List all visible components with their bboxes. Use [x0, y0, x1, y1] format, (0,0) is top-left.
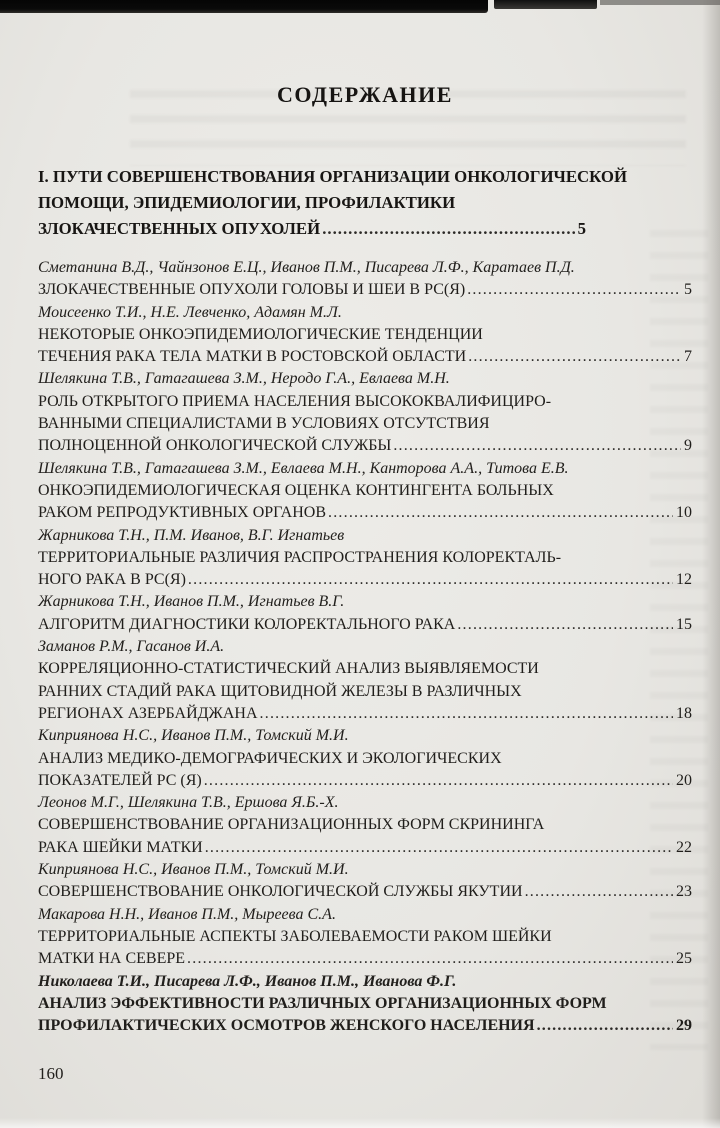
- toc-entry: [38, 792, 692, 859]
- toc-content: [38, 0, 692, 1037]
- entry-title-line: [38, 614, 692, 636]
- section-page-number: 5: [577, 219, 586, 238]
- toc-entry: [38, 904, 692, 971]
- entry-page-number: 9: [684, 437, 692, 455]
- entry-title-line: [38, 703, 692, 725]
- entry-title-line: НЕКОТОРЫЕ ОНКОЭПИДЕМИОЛОГИЧЕСКИЕ ТЕНДЕНЦИИ: [38, 325, 483, 343]
- scan-edge-shadow-right: [702, 0, 720, 1128]
- entry-page-number: 5: [684, 281, 692, 299]
- entry-page-number: 15: [676, 615, 692, 633]
- section-heading: [38, 164, 692, 242]
- entry-title: ЗЛОКАЧЕСТВЕННЫЕ ОПУХОЛИ ГОЛОВЫ И ШЕИ В РС(Я): [38, 281, 466, 299]
- dot-leader: [525, 881, 673, 903]
- dot-leader: [537, 1015, 673, 1037]
- dot-leader: [204, 770, 673, 792]
- entry-page-number: 25: [676, 950, 692, 968]
- entry-title-line: [38, 770, 692, 792]
- entry-title-line: [38, 435, 692, 457]
- scan-edge-highlight-bottom: [0, 1118, 720, 1128]
- entry-title-line: ТЕРРИТОРИАЛЬНЫЕ АСПЕКТЫ ЗАБОЛЕВАЕМОСТИ РАКОМ ШЕЙКИ: [38, 927, 552, 945]
- toc-entries: [38, 257, 692, 1037]
- dot-leader: [467, 279, 681, 301]
- entry-title-line: [38, 837, 692, 859]
- entry-authors: Заманов Р.М., Гасанов И.А.: [38, 638, 225, 656]
- entry-title: СОВЕРШЕНСТВОВАНИЕ ОНКОЛОГИЧЕСКОЙ СЛУЖБЫ ЯКУТИИ: [38, 883, 523, 901]
- dot-leader: [205, 837, 673, 859]
- toc-entry: [38, 525, 692, 592]
- section-heading-line: ПОМОЩИ, ЭПИДЕМИОЛОГИИ, ПРОФИЛАКТИКИ: [38, 193, 456, 212]
- toc-entry: [38, 458, 692, 525]
- dot-leader: [188, 569, 673, 591]
- entry-page-number: 10: [676, 504, 692, 522]
- entry-title: ТЕЧЕНИЯ РАКА ТЕЛА МАТКИ В РОСТОВСКОЙ ОБЛАСТИ: [38, 348, 467, 366]
- entry-title-line: РАННИХ СТАДИЙ РАКА ЩИТОВИДНОЙ ЖЕЛЕЗЫ В РАЗЛИЧНЫХ: [38, 682, 522, 700]
- entry-authors: Макарова Н.Н., Иванов П.М., Мыреева С.А.: [38, 905, 336, 923]
- dot-leader: [328, 502, 673, 524]
- entry-title: РАКА ШЕЙКИ МАТКИ: [38, 838, 203, 856]
- dot-leader: [260, 703, 673, 725]
- entry-title-line: КОРРЕЛЯЦИОННО-СТАТИСТИЧЕСКИЙ АНАЛИЗ ВЫЯВЛЯЕМОСТИ: [38, 660, 539, 678]
- entry-title-line: [38, 948, 692, 970]
- entry-authors: Жарникова Т.Н., Иванов П.М., Игнатьев В.Г.: [38, 593, 345, 611]
- entry-authors: Сметанина В.Д., Чайнзонов Е.Ц., Иванов П.М., Писарева Л.Ф., Каратаев П.Д.: [38, 259, 575, 276]
- entry-title: НОГО РАКА В РС(Я): [38, 571, 186, 589]
- entry-authors: Моисеенко Т.И., Н.Е. Левченко, Адамян М.Л.: [38, 303, 342, 321]
- section-heading-line: I. ПУТИ СОВЕРШЕНСТВОВАНИЯ ОРГАНИЗАЦИИ ОНКОЛОГИЧЕСКОЙ: [38, 167, 627, 186]
- toc-entry: [38, 636, 692, 725]
- page-title: СОДЕРЖАНИЕ: [277, 82, 453, 107]
- dot-leader: [322, 216, 574, 242]
- entry-authors: Киприянова Н.С., Иванов П.М., Томский М.И.: [38, 727, 349, 745]
- toc-entry: [38, 725, 692, 792]
- entry-authors: Жарникова Т.Н., П.М. Иванов, В.Г. Игнатьев: [38, 526, 345, 544]
- entry-page-number: 20: [676, 771, 692, 789]
- entry-title: РАКОМ РЕПРОДУКТИВНЫХ ОРГАНОВ: [38, 504, 327, 522]
- entry-page-number: 7: [684, 348, 692, 366]
- entry-page-number: 22: [676, 838, 692, 856]
- dot-leader: [468, 346, 681, 368]
- entry-title-line: [38, 279, 692, 301]
- toc-entry: [38, 368, 692, 457]
- entry-authors: Шелякина Т.В., Гатагашева З.М., Евлаева М.Н., Канторова А.А., Титова Е.В.: [38, 459, 569, 477]
- entry-title-line: [38, 1015, 692, 1037]
- dot-leader: [187, 948, 673, 970]
- entry-title-line: [38, 346, 692, 368]
- folio-page-number: 160: [38, 1064, 64, 1083]
- entry-page-number: 12: [676, 571, 692, 589]
- toc-entry: [38, 971, 692, 1038]
- entry-page-number: 18: [676, 704, 692, 722]
- entry-title-line: [38, 881, 692, 903]
- entry-title-line: ТЕРРИТОРИАЛЬНЫЕ РАЗЛИЧИЯ РАСПРОСТРАНЕНИЯ КОЛОРЕКТАЛЬ-: [38, 548, 562, 566]
- entry-title-line: ВАННЫМИ СПЕЦИАЛИСТАМИ В УСЛОВИЯХ ОТСУТСТВИЯ: [38, 415, 490, 433]
- entry-title: ПРОФИЛАКТИЧЕСКИХ ОСМОТРОВ ЖЕНСКОГО НАСЕЛЕНИЯ: [38, 1017, 535, 1035]
- entry-title-line: [38, 502, 692, 524]
- entry-title-line: АНАЛИЗ ЭФФЕКТИВНОСТИ РАЗЛИЧНЫХ ОРГАНИЗАЦИОННЫХ ФОРМ: [38, 994, 607, 1012]
- entry-title-line: ОНКОЭПИДЕМИОЛОГИЧЕСКАЯ ОЦЕНКА КОНТИНГЕНТА БОЛЬНЫХ: [38, 481, 554, 499]
- toc-entry: [38, 257, 692, 302]
- dot-leader: [393, 435, 681, 457]
- dot-leader: [457, 614, 673, 636]
- entry-page-number: 23: [676, 883, 692, 901]
- entry-title: РЕГИОНАХ АЗЕРБАЙДЖАНА: [38, 704, 258, 722]
- entry-title: МАТКИ НА СЕВЕРЕ: [38, 950, 186, 968]
- toc-entry: [38, 859, 692, 904]
- entry-title: ПОКАЗАТЕЛЕЙ РС (Я): [38, 771, 202, 789]
- entry-title: ПОЛНОЦЕННОЙ ОНКОЛОГИЧЕСКОЙ СЛУЖБЫ: [38, 437, 392, 455]
- entry-title: АЛГОРИТМ ДИАГНОСТИКИ КОЛОРЕКТАЛЬНОГО РАКА: [38, 615, 456, 633]
- entry-title-line: СОВЕРШЕНСТВОВАНИЕ ОРГАНИЗАЦИОННЫХ ФОРМ СКРИНИНГА: [38, 816, 545, 834]
- toc-entry: [38, 591, 692, 636]
- entry-authors: Киприянова Н.С., Иванов П.М., Томский М.И.: [38, 861, 349, 879]
- entry-authors: Шелякина Т.В., Гатагашева З.М., Неродо Г.А., Евлаева М.Н.: [38, 370, 450, 388]
- section-heading-line: ЗЛОКАЧЕСТВЕННЫХ ОПУХОЛЕЙ: [38, 219, 321, 238]
- entry-title-line: АНАЛИЗ МЕДИКО-ДЕМОГРАФИЧЕСКИХ И ЭКОЛОГИЧЕСКИХ: [38, 749, 502, 767]
- entry-authors: Леонов М.Г., Шелякина Т.В., Ершова Я.Б.-Х.: [38, 794, 339, 812]
- entry-title-line: [38, 569, 692, 591]
- entry-page-number: 29: [676, 1017, 692, 1035]
- toc-entry: [38, 302, 692, 369]
- entry-title-line: РОЛЬ ОТКРЫТОГО ПРИЕМА НАСЕЛЕНИЯ ВЫСОКОКВАЛИФИЦИРО-: [38, 392, 552, 410]
- entry-authors: Николаева Т.И., Писарева Л.Ф., Иванов П.М., Иванова Ф.Г.: [38, 972, 457, 990]
- section-heading-leader-line: [38, 216, 586, 242]
